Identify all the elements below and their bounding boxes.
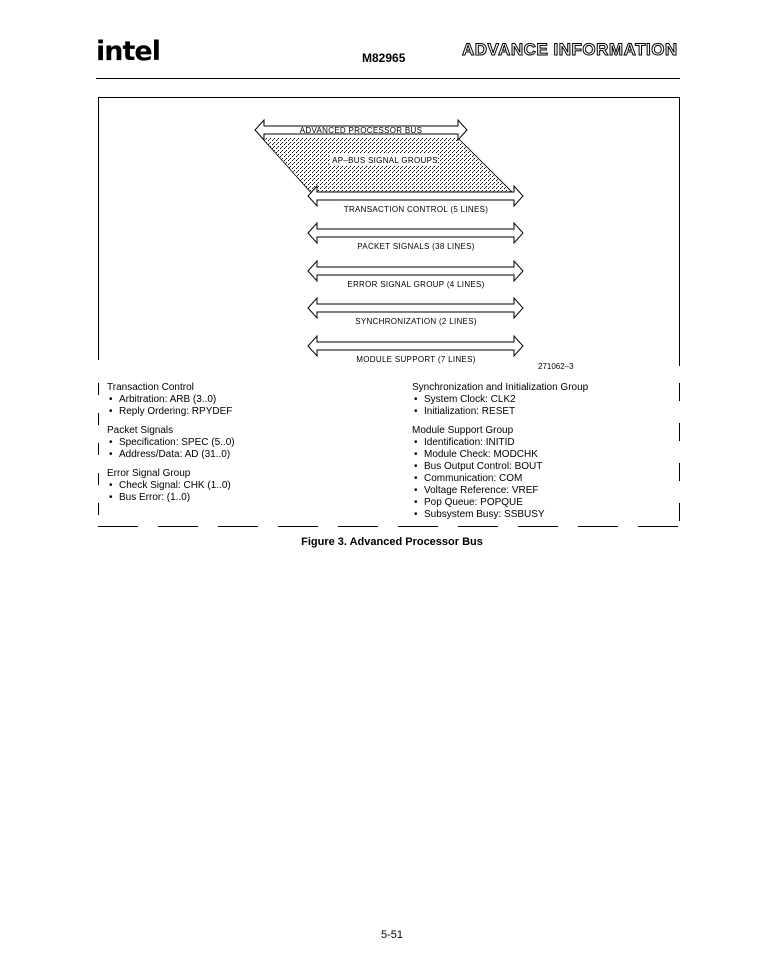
legend-group-module-support bbox=[412, 425, 677, 521]
legend-item: • Module Check: MODCHK bbox=[412, 449, 677, 461]
legend-item: • Reply Ordering: RPYDEF bbox=[107, 406, 377, 418]
bus-arrow-packet-signals bbox=[308, 223, 523, 251]
legend-item: • Communication: COM bbox=[412, 473, 677, 485]
signal-groups-fan bbox=[262, 138, 516, 196]
legend-heading: Module Support Group bbox=[412, 425, 514, 436]
part-number: M82965 bbox=[362, 51, 406, 65]
legend-item: • Subsystem Busy: SSBUSY bbox=[412, 509, 677, 521]
bus-diagram bbox=[0, 0, 784, 400]
bus-label-synchronization: SYNCHRONIZATION (2 LINES) bbox=[355, 317, 477, 326]
bus-arrow-error-signal-group bbox=[308, 261, 523, 289]
legend-item: • Initialization: RESET bbox=[412, 406, 677, 418]
legend-group-packet-signals bbox=[107, 425, 377, 461]
legend-item: • Identification: INITID bbox=[412, 437, 677, 449]
legend-heading: Packet Signals bbox=[107, 425, 174, 436]
legend-group-transaction-control bbox=[107, 382, 377, 418]
legend-frame-bottom bbox=[98, 526, 680, 527]
figure-caption: Figure 3. Advanced Processor Bus bbox=[301, 536, 483, 548]
legend-item: • Address/Data: AD (31..0) bbox=[107, 449, 377, 461]
legend-left-column bbox=[107, 382, 377, 504]
legend-heading: Synchronization and Initialization Group bbox=[412, 382, 589, 393]
legend-group-error-signal bbox=[107, 468, 377, 504]
legend-heading: Transaction Control bbox=[107, 382, 194, 393]
intel-logo: intel bbox=[96, 36, 160, 67]
bus-label-advanced-processor: ADVANCED PROCESSOR BUS bbox=[299, 126, 423, 135]
bus-arrow-synchronization bbox=[308, 298, 523, 326]
legend-right-column bbox=[412, 382, 677, 521]
legend-item: • Voltage Reference: VREF bbox=[412, 485, 677, 497]
legend-frame-left bbox=[98, 383, 99, 528]
bus-arrow-advanced-processor bbox=[255, 120, 467, 140]
legend-heading: Error Signal Group bbox=[107, 468, 191, 479]
legend-item: • Arbitration: ARB (3..0) bbox=[107, 394, 377, 406]
bus-label-transaction-control: TRANSACTION CONTROL (5 LINES) bbox=[343, 205, 489, 214]
bus-label-module-support: MODULE SUPPORT (7 LINES) bbox=[356, 355, 476, 364]
legend-item: • Pop Queue: POPQUE bbox=[412, 497, 677, 509]
page-number: 5-51 bbox=[380, 929, 404, 941]
bus-label-error-signal-group: ERROR SIGNAL GROUP (4 LINES) bbox=[347, 280, 485, 289]
legend-group-synchronization bbox=[412, 382, 677, 418]
legend-frame-right bbox=[679, 383, 680, 528]
bus-label-packet-signals: PACKET SIGNALS (38 LINES) bbox=[357, 242, 475, 251]
advance-information-banner: ADVANCE INFORMATION bbox=[462, 40, 678, 59]
legend-item: • System Clock: CLK2 bbox=[412, 394, 677, 406]
legend-item: • Specification: SPEC (5..0) bbox=[107, 437, 377, 449]
legend-item: • Bus Error: (1..0) bbox=[107, 492, 377, 504]
legend-item: • Bus Output Control: BOUT bbox=[412, 461, 677, 473]
bus-label-signal-groups: AP–BUS SIGNAL GROUPS bbox=[332, 156, 438, 165]
figure-ref-number: 271062–3 bbox=[538, 362, 574, 371]
bus-arrow-module-support bbox=[308, 336, 523, 364]
legend-item: • Check Signal: CHK (1..0) bbox=[107, 480, 377, 492]
